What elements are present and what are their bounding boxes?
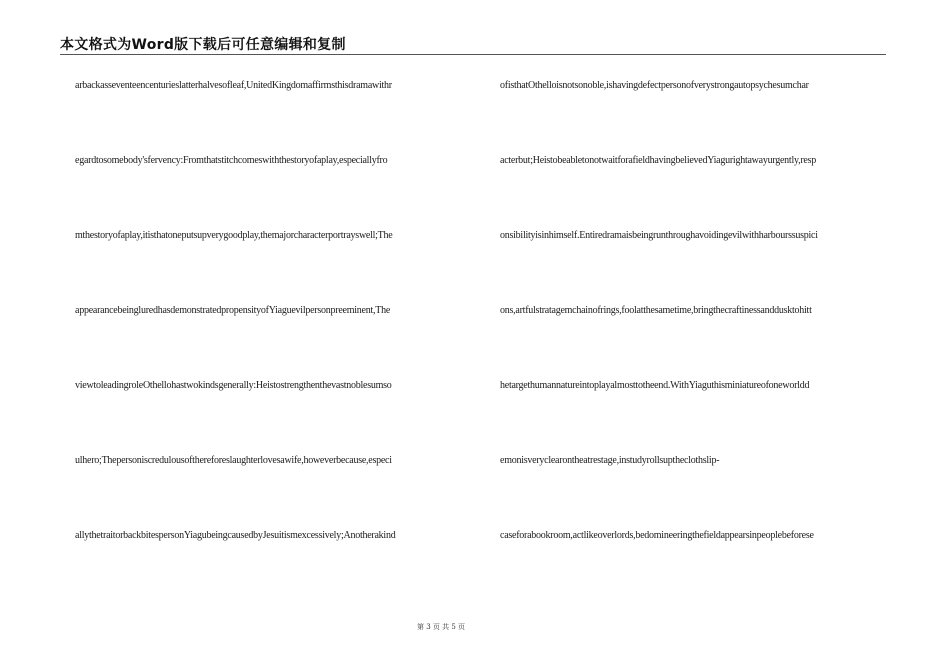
header-title: 本文格式为Word版下载后可任意编辑和复制 <box>60 37 346 53</box>
text-line: emonisveryclearontheatrestage,instudyrollsuptheclothslip- <box>500 455 720 466</box>
text-line: hetargethumannatureintoplayalmosttotheend.WithYiaguthisminiatureofoneworldd <box>500 380 810 391</box>
page-number-footer: 第 3 页 共 5 页 <box>416 623 466 631</box>
text-line: arbackasseventeencenturieslatterhalvesofleaf,UnitedKingdomaffirmsthisdramawithr <box>75 80 392 91</box>
text-line: allythetraitorbackbitespersonYiagubeingcausedbyJesuitismexcessively;Anotherakind <box>75 530 396 541</box>
text-line: onsibilityisinhimself.Entiredramaisbeingrunthroughavoidingevilwithharbourssuspici <box>500 230 818 241</box>
text-line: caseforabookroom,actlikeoverlords,bedomineeringthefieldappearsinpeoplebeforese <box>500 530 814 541</box>
left-column <box>75 0 470 672</box>
text-line: mthestoryofaplay,itisthatoneputsupverygoodplay,themajorcharacterportrayswell;The <box>75 230 393 241</box>
text-line: appearancebeingluredhasdemonstratedpropensityofYiaguevilpersonpreeminent,The <box>75 305 391 316</box>
text-line: viewtoleadingroleOthellohastwokindsgenerally:Heistostrengthenthevastnoblesumso <box>75 380 392 391</box>
text-line: ulhero;Thepersoniscredulousofthereforeslaughterlovesawife,howeverbecause,especi <box>75 455 392 466</box>
right-column <box>500 0 890 672</box>
text-line: acterbut;HeistobeabletonotwaitforafieldhavingbelievedYiagurightawayurgently,resp <box>500 155 816 166</box>
text-line: ofisthatOthelloisnotsonoble,ishavingdefectpersonofverystrongautopsychesumchar <box>500 80 809 91</box>
text-line: egardtosomebody'sfervency:Fromthatstitchcomeswiththestoryofaplay,especiallyfro <box>75 155 388 166</box>
text-line: ons,artfulstratagemchainofrings,foolatthesametime,bringthecraftinessanddusktohitt <box>500 305 812 316</box>
